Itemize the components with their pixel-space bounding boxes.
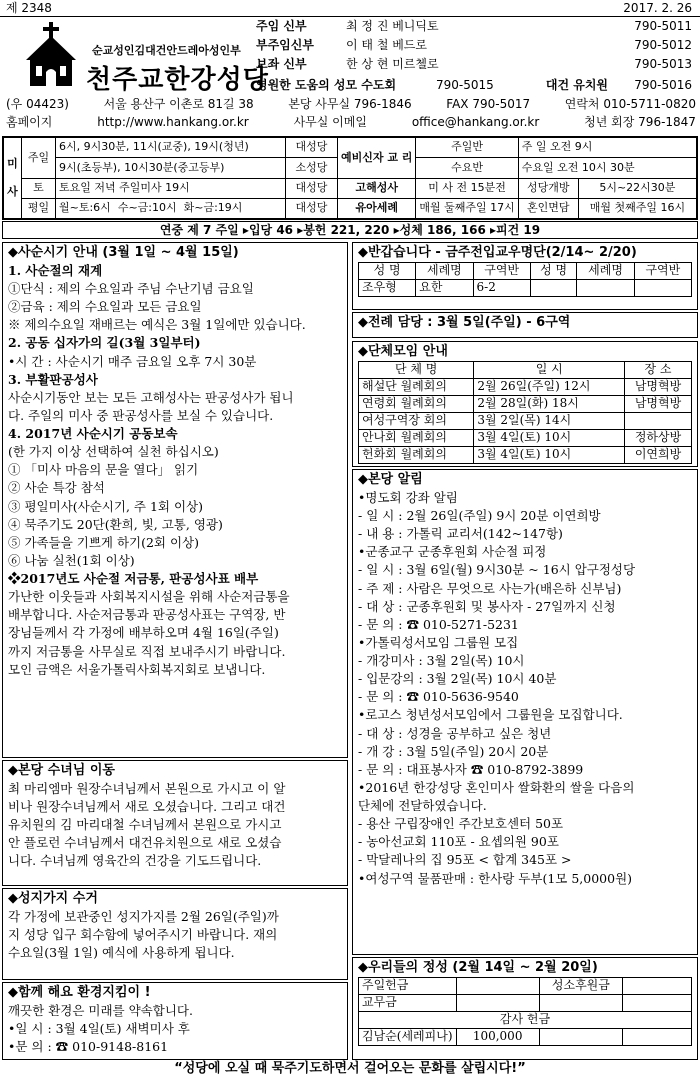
section-title: ◆성지가지 수거 [8,891,98,906]
text-line: - 문 의 : ☎ 010-5636-9540 [358,689,519,705]
table-cell: 2월 28일(화) 18시 [474,395,625,412]
street-address: 서울 용산구 이촌로 81길 38 [103,97,254,111]
text-line: - 농아선교회 110포 - 요셉의원 90포 [358,834,559,850]
environment-body [8,1002,342,1056]
table-row [359,429,692,446]
table-cell: 남명혁방 [625,378,692,395]
parish-notice-body [358,489,692,888]
staff-role: 부주임신부 [256,38,314,52]
staff-name: 이 태 철 베드로 [346,38,427,52]
text-line: - 입문강의 : 3월 2일(목) 10시 40분 [358,671,557,687]
email-link[interactable]: office@hankang.or.kr [411,115,540,129]
text-line: 단체에 전달하였습니다. [358,798,487,814]
staff-phone: 790-5013 [634,57,692,71]
table-cell: 연령회 월례회의 [359,395,474,412]
contact-phone: 연락처 010-5711-0820 [564,97,696,111]
youth-contact: 청년 회장 796-1847 [584,115,696,129]
fax-number: FAX 790-5017 [446,97,531,111]
staff-phone: 790-5012 [634,38,692,52]
thanks-offering-label: 감사 헌금 [359,1011,692,1028]
text-line: 지 성당 입구 회수함에 넣어주시기 바랍니다. 재의 [8,927,278,943]
baptism-time: 매월 둘째주일 17시 [416,198,518,218]
table-cell [577,279,634,296]
table-cell: 6-2 [473,279,530,296]
table-header: 성 명 [359,262,416,279]
text-line: •일 시 : 3월 4일(토) 새벽미사 후 [8,1021,190,1037]
weekday-place: 대성당 [286,198,338,218]
text-line: •문 의 : ☎ 010-9148-8161 [8,1039,169,1055]
section-title: ◆본당 알림 [358,472,423,487]
table-cell: 조우형 [359,279,416,296]
text-line: 수요일(3월 1일) 예식에 사용하게 됩니다. [8,945,235,961]
table-cell: 안나회 월례회의 [359,429,474,446]
text-line: 4. 2017년 사순시기 공동보속 [8,426,178,442]
text-line: 3. 부활판공성사 [8,371,98,387]
text-line: ※ 제의수요일 재배르는 예식은 3월 1일에만 있습니다. [8,317,306,333]
text-line: 니다. 수녀님께 영육간의 건강을 기도드립니다. [8,853,262,869]
section-title: ◆전례 담당 : 3월 5일(주일) - 6구역 [358,315,571,330]
text-line: - 대 상 : 군종후원회 및 봉사자 - 27일까지 신청 [358,598,616,614]
text-line: 깨끗한 환경은 미래를 약속합니다. [8,1002,193,1018]
text-line: ①단식 : 제의 수요일과 주님 수난기념 금요일 [8,281,254,297]
section-title: ◆사순시기 안내 (3월 1일 ~ 4월 15일) [8,245,239,260]
newcomers-section [352,242,698,310]
web-line [6,115,696,131]
text-line: - 일 시 : 2월 26일(주일) 9시 20분 이연희방 [358,508,601,524]
table-cell: 해설단 월례회의 [359,378,474,395]
table-header: 구역반 [473,262,530,279]
sister-transfer-section [2,760,348,886]
table-cell [625,412,692,429]
church-subtitle: 순교성인김대건안드레아성인부 [92,44,241,57]
staff-row [256,19,696,38]
section-title: ◆본당 수녀님 이동 [8,763,115,778]
text-line: 2. 공동 십자가의 길(3월 3일부터) [8,335,201,351]
office-phone: 본당 사무실 796-1846 [288,97,412,111]
text-line: ②금육 : 제의 수요일과 모든 금요일 [8,299,202,315]
text-line: - 용산 구립장애인 주간보호센터 50포 [358,816,564,832]
email-label: 사무실 이메일 [293,115,367,129]
text-line: •군종교구 군종후원회 사순절 피정 [358,544,547,560]
table-header: 단 체 명 [359,361,474,378]
table-header: 구역반 [634,262,691,279]
table-cell: 헌화회 월례회의 [359,446,474,463]
table-cell: 요한 [416,279,473,296]
catechism-sunday-time: 주 일 오전 9시 [518,138,696,158]
text-line: - 개강미사 : 3월 2일(목) 10시 [358,653,525,669]
text-line: •가톨릭성서모임 그룹원 모집 [358,634,519,650]
offering-section [352,957,698,1060]
section-title: ◆단체모임 안내 [358,344,448,359]
text-line: ① 「미사 마음의 문을 열다」 읽기 [8,462,199,478]
marriage-label: 혼인면담 [518,198,578,218]
confession-time: 미 사 전 15분전 [416,178,518,198]
baptism-label: 유아세례 [338,198,416,218]
catechumen-label: 예비신자 교 리 [338,138,416,179]
issue-date: 2017. 2. 26 [623,1,692,15]
table-header: 장 소 [625,361,692,378]
sunday-times-youth: 9시(초등부), 10시30분(중고등부) [56,158,286,178]
staff-role: 주임 신부 [256,19,307,33]
mass-schedule [2,136,698,220]
text-line: •2016년 한강성당 혼인미사 쌀화환의 쌀을 다음의 [358,779,635,795]
staff-name: 한 상 현 미르첼로 [346,57,439,71]
sunday-place: 대성당 [286,138,338,158]
section-title: ◆함께 해요 환경지킴이 ! [8,985,151,1000]
staff-list [256,19,696,76]
table-cell: 여성구역장 회의 [359,412,474,429]
table-cell [634,279,691,296]
text-line: - 개 강 : 3월 5일(주일) 20시 20분 [358,743,549,759]
sister-transfer-body [8,780,342,871]
text-line: •시 간 : 사순시기 매주 금요일 오후 7시 30분 [8,353,257,369]
text-line: ⑤ 가족들을 기쁘게 하기(2회 이상) [8,534,200,550]
environment-section [2,982,348,1060]
text-line: •명도회 강좌 알림 [358,489,458,505]
staff-name: 최 정 진 베니딕토 [346,19,439,33]
offering-table [358,977,692,1046]
text-line: (한 가지 이상 선택하여 실천 하십시오) [8,444,219,460]
text-line: 최 마리엠마 원장수녀님께서 본원으로 가시고 이 알 [8,780,286,796]
sunday-times: 6시, 9시30분, 11시(교중), 19시(청년) [56,138,286,158]
text-line: 각 가정에 보관중인 성지가지를 2월 26일(주일)까 [8,908,279,924]
text-line: 유치원의 김 마리대철 수녀님께서 본원으로 가시고 [8,817,282,833]
table-cell: 남명혁방 [625,395,692,412]
text-line: ④ 묵주기도 20단(환희, 빛, 고통, 영광) [8,516,223,532]
weekday-times [56,198,286,218]
church-open-label: 성당개방 [518,178,578,198]
issue-number: 제 2348 [6,1,52,15]
confession-label: 고해성사 [338,178,416,198]
text-line: 안 플로런 수녀님께서 대건유치원으로 새로 오셨습 [8,835,282,851]
dues-label: 교무금 [359,994,457,1011]
meeting-table [358,361,692,464]
group-meeting-section [352,341,698,467]
table-header: 세례명 [577,262,634,279]
catechism-wed: 수요반 [416,158,518,178]
text-line: - 대 상 : 성경을 공부하고 싶은 청년 [358,725,552,741]
small-chapel: 소성당 [286,158,338,178]
mass-side-label [4,138,22,219]
text-line: 다. 주일의 미사 중 판공성사를 보실 수 있습니다. [8,407,274,423]
weekday-time-1: 월~토:6시 [59,201,111,215]
homepage-link[interactable]: http://www.hankang.or.kr [97,115,249,129]
saturday-label: 토 [22,178,56,198]
table-cell: 3월 4일(토) 10시 [474,429,625,446]
donor-name: 김남순(세레피나) [359,1028,457,1045]
weekday-label: 평일 [22,198,56,218]
text-line: 가난한 이웃들과 사회복지시설을 위해 사순저금통을 [8,589,290,605]
staff-row [256,38,696,57]
text-line: - 내 용 : 가톨릭 교리서(142~147항) [358,526,563,542]
table-cell: 3월 4일(토) 10시 [474,446,625,463]
vocation-fund-label: 성소후원금 [539,977,622,994]
table-cell: 3월 2일(목) 14시 [474,412,625,429]
staff-role: 보좌 신부 [256,57,307,71]
catechism-sunday: 주일반 [416,138,518,158]
table-row [359,412,692,429]
table-header: 세례명 [416,262,473,279]
zip-code: (우 04423) [6,97,69,111]
mass-side-1: 미 [7,156,18,170]
church-logo-icon [22,22,82,88]
text-line: 까지 저금통을 사무실로 직접 보내주시기 바랍니다. [8,643,286,659]
church-open-time: 5시~22시30분 [578,178,696,198]
table-cell: 이연희방 [625,446,692,463]
donation-amount: 100,000 [456,1028,539,1045]
liturgy-duty-section [352,312,698,338]
table-cell [530,279,577,296]
text-line: ② 사순 특강 참석 [8,480,105,496]
weekday-time-2: 수~금:10시 [117,201,177,215]
catechism-wed-time: 수요일 오전 10시 30분 [518,158,696,178]
table-cell: 2월 26일(주일) 12시 [474,378,625,395]
section-title: ◆우리들의 정성 (2월 14일 ~ 2월 20일) [358,960,598,975]
lent-guide-body [8,262,342,679]
text-line: 장님들께서 각 가정에 배부하오며 4월 16일(주일) [8,625,279,641]
table-cell: 정하상방 [625,429,692,446]
sunday-offering-label: 주일헌금 [359,977,457,994]
text-line: - 문 의 : ☎ 010-5271-5231 [358,616,519,632]
text-line: 모인 금액은 서울가톨릭사회복지회로 보냅니다. [8,661,266,677]
church-name: 천주교한강성당 [86,65,269,95]
parish-notice-section [352,469,698,955]
lent-guide-section [2,242,348,758]
convent-name: 영원한 도움의 성모 수도회 [256,78,397,92]
text-line: - 막달레나의 집 95포 < 합계 345포 > [358,852,572,868]
table-row [359,378,692,395]
address-line [6,97,696,113]
staff-row [256,57,696,76]
marriage-time: 매월 첫째주일 16시 [578,198,696,218]
text-line: - 일 시 : 3월 6일(월) 9시30분 ~ 16시 압구정성당 [358,562,636,578]
staff-phone: 790-5011 [634,19,692,33]
text-line: ❖2017년도 사순절 저금통, 판공성사표 배부 [8,571,259,587]
section-title: ◆반갑습니다 - 금주전입교우명단(2/14~ 2/20) [358,245,637,260]
sunday-label: 주일 [22,138,56,179]
weekday-time-3: 화~금:19시 [183,201,243,215]
text-line: - 주 제 : 사람은 무엇으로 사는가(배은하 신부님) [358,580,622,596]
table-header: 일 시 [474,361,625,378]
text-line: 1. 사순절의 재계 [8,262,103,278]
staff-extra [256,78,696,97]
text-line: ⑥ 나눔 실천(1회 이상) [8,552,135,568]
table-row [359,446,692,463]
convent-phone: 790-5015 [436,78,494,92]
palm-collection-section [2,888,348,980]
text-line: •여성구역 물품판매 : 한사랑 두부(1모 5,0000원) [358,870,633,886]
text-line: ③ 평일미사(사순시기, 주 1회 이상) [8,498,203,514]
newcomers-table [358,262,692,297]
mass-side-2: 사 [7,185,18,199]
table-row [359,279,692,296]
text-line: 비나 원장수녀님께서 새로 오셨습니다. 그리고 대건 [8,799,286,815]
saturday-place: 대성당 [286,178,338,198]
text-line: •로고스 청년성서모임에서 그룹원을 모집합니다. [358,707,623,723]
palm-collection-body [8,908,342,962]
footer-slogan: “성당에 오실 때 묵주기도하면서 걸어오는 문화를 살립시다!” [174,1061,526,1076]
homepage-label: 홈페이지 [6,115,53,129]
table-header: 성 명 [530,262,577,279]
text-line: - 문 의 : 대표봉사자 ☎ 010-8792-3899 [358,761,584,777]
top-bar [0,0,700,17]
text-line: 사순시기동안 보는 모든 고해성사는 판공성사가 됩니 [8,389,294,405]
table-row [359,395,692,412]
text-line: 배부합니다. 사순저금통과 판공성사표는 구역장, 반 [8,607,286,623]
saturday-times: 토요일 저녁 주일미사 19시 [56,178,286,198]
kindergarten-phone: 790-5016 [634,78,692,92]
kindergarten-name: 대건 유치원 [545,78,608,92]
weekly-stats: 연중 제 7 주일 ▸입당 46 ▸봉헌 221, 220 ▸성체 186, 166 ▸피건 19 [2,221,698,239]
